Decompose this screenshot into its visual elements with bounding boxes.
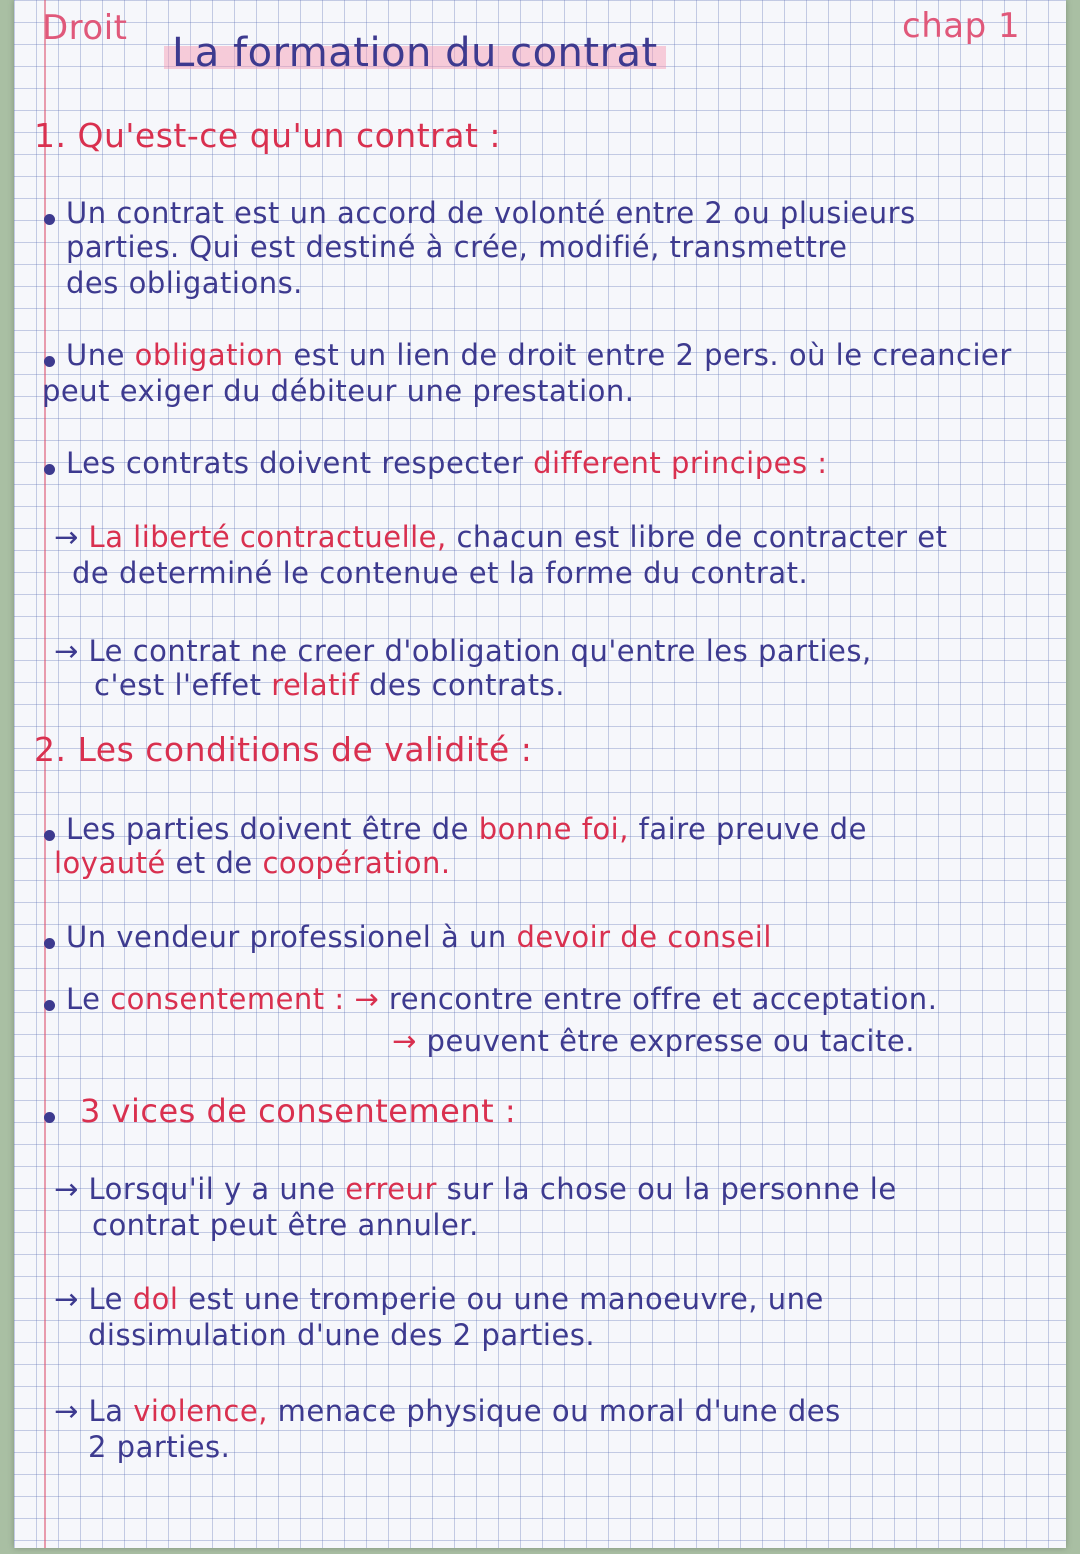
section-1-heading: 1. Qu'est-ce qu'un contrat :: [34, 116, 501, 155]
s2-p1-line2: loyauté et de coopération.: [54, 846, 451, 880]
s2-p3-line2: → peuvent être expresse ou tacite.: [392, 1024, 915, 1058]
s1-p2-line1: Une obligation est un lien de droit entre 2 pers. où le creancier: [66, 338, 1012, 372]
bullet-dot: [44, 464, 55, 475]
bullet-dot: [44, 1000, 55, 1011]
s1-p1-line1: Un contrat est un accord de volonté entre 2 ou plusieurs: [66, 196, 916, 230]
s1-p3: Les contrats doivent respecter different principes :: [66, 446, 828, 480]
s1-p1-line2: parties. Qui est destiné à crée, modifié, transmettre: [66, 230, 848, 264]
bullet-dot: [44, 214, 55, 225]
notebook-page: [14, 0, 1066, 1548]
chapter-label: chap 1: [902, 6, 1021, 46]
s2-p2: Un vendeur professionel à un devoir de conseil: [66, 920, 772, 954]
subject-label: Droit: [42, 8, 128, 48]
s2-arrow-3-line2: 2 parties.: [88, 1430, 231, 1464]
arrow-icon: →: [54, 520, 79, 554]
arrow-icon: →: [54, 1172, 79, 1206]
s1-arrow-1-line1: → La liberté contractuelle, chacun est libre de contracter et: [54, 520, 948, 554]
s2-arrow-1-line1: → Lorsqu'il y a une erreur sur la chose ou la personne le: [54, 1172, 897, 1206]
s1-arrow-1-line2: de determiné le contenue et la forme du contrat.: [72, 556, 809, 590]
s1-arrow-2-line1: → Le contrat ne creer d'obligation qu'entre les parties,: [54, 634, 872, 668]
s2-arrow-2-line1: → Le dol est une tromperie ou une manoeuvre, une: [54, 1282, 824, 1316]
s2-arrow-2-line2: dissimulation d'une des 2 parties.: [88, 1318, 596, 1352]
arrow-icon: →: [392, 1024, 417, 1058]
bullet-dot: [44, 356, 55, 367]
bullet-dot: [44, 938, 55, 949]
arrow-icon: →: [54, 1282, 79, 1316]
section-2-heading: 2. Les conditions de validité :: [34, 730, 533, 769]
arrow-icon: →: [54, 1394, 79, 1428]
margin-line: [44, 0, 46, 1548]
s2-arrow-3-line1: → La violence, menace physique ou moral d'une des: [54, 1394, 841, 1428]
bullet-dot: [44, 1112, 55, 1123]
bullet-dot: [44, 830, 55, 841]
arrow-icon: →: [354, 982, 380, 1016]
s2-p1-line1: Les parties doivent être de bonne foi, faire preuve de: [66, 812, 867, 846]
s1-p2-line2: peut exiger du débiteur une prestation.: [42, 374, 635, 408]
s1-p1-line3: des obligations.: [66, 266, 303, 300]
s1-arrow-2-line2: c'est l'effet relatif des contrats.: [94, 668, 565, 702]
s2-arrow-1-line2: contrat peut être annuler.: [92, 1208, 479, 1242]
arrow-icon: →: [54, 634, 79, 668]
s2-p3-line1: Le consentement : → rencontre entre offre et acceptation.: [66, 982, 938, 1016]
s2-p4-heading: 3 vices de consentement :: [80, 1092, 517, 1130]
page-title: La formation du contrat: [164, 30, 666, 76]
